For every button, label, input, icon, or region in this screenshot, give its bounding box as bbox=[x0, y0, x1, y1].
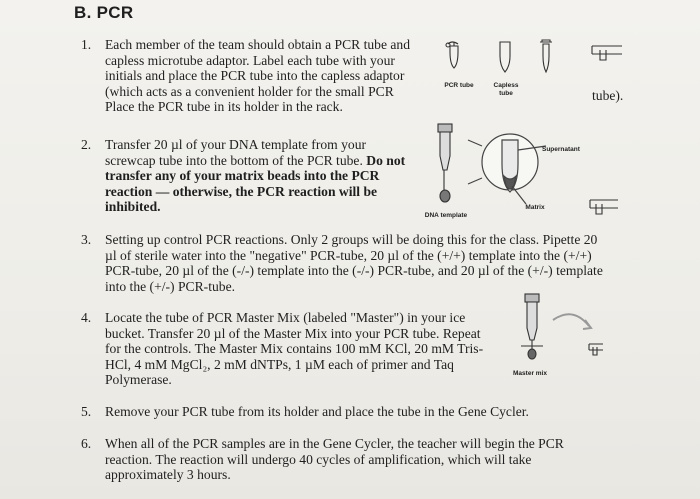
pipette-icon bbox=[438, 124, 452, 202]
matrix-label: Matrix bbox=[525, 204, 545, 211]
step-number: 4. bbox=[81, 310, 92, 325]
bold-emphasis: Do not bbox=[366, 152, 406, 168]
step-line: Each member of the team should obtain a PCR tube and bbox=[105, 37, 411, 52]
step-line: HCl, 4 mM MgCl₂, 2 mM dNTPs, 1 µM each of primer and Taq bbox=[105, 356, 454, 372]
step-6 bbox=[81, 436, 641, 486]
step-1-continuation: tube). bbox=[592, 88, 624, 103]
step-line: Remove your PCR tube from its holder and place the tube in the Gene Cycler. bbox=[105, 404, 529, 419]
step-line: Locate the tube of PCR Master Mix (labeled "Master") in your ice bbox=[105, 310, 466, 325]
capped-tube-icon bbox=[540, 40, 552, 72]
step-line: Setting up control PCR reactions. Only 2 groups will be doing this for the class. Pipette 20 bbox=[105, 232, 598, 247]
step-line: for the controls. The Master Mix contains 100 mM KCl, 20 mM Tris- bbox=[105, 341, 484, 357]
step-line: µl of sterile water into the "negative" PCR-tube, 20 µl of the (+/+) template into the (+/+) bbox=[105, 247, 592, 263]
step-number: 5. bbox=[81, 404, 92, 419]
step-line: bucket. Transfer 20 µl of the Master Mix into your PCR tube. Repeat bbox=[105, 325, 481, 341]
capless-tube-icon bbox=[500, 42, 510, 72]
step-line: reaction. The reaction will undergo 40 cycles of amplification, which will take bbox=[105, 451, 532, 467]
step-5 bbox=[81, 404, 641, 422]
step-line: Place the PCR tube in its holder in the rack. bbox=[105, 99, 343, 115]
master-mix-label: Master mix bbox=[513, 370, 547, 377]
step-line: approximately 3 hours. bbox=[105, 467, 231, 483]
step-line: PCR-tube, 20 µl of the (-/-) template into the (-/-) PCR-tube, and 20 µl of the (+/-) template bbox=[105, 263, 603, 279]
arrow-icon bbox=[553, 314, 591, 329]
capless-tube-label-line2: tube bbox=[499, 90, 513, 97]
step-2 bbox=[81, 137, 426, 217]
step-line: Transfer 20 µl of your DNA template from your bbox=[105, 137, 367, 152]
step-1 bbox=[81, 37, 426, 119]
step-3 bbox=[81, 232, 641, 296]
step-line: (which acts as a convenient holder for the small PCR bbox=[105, 83, 394, 99]
step-line: initials and place the PCR tube into the capless adaptor bbox=[105, 68, 405, 84]
step-line: inhibited. bbox=[105, 199, 161, 215]
dna-template-label: DNA template bbox=[424, 212, 468, 219]
pcr-tube-icon bbox=[446, 42, 458, 68]
step-4 bbox=[81, 310, 511, 390]
pipette-icon bbox=[521, 294, 543, 359]
supernatant-label: Supernatant bbox=[542, 146, 580, 153]
step-line: When all of the PCR samples are in the Gene Cycler, the teacher will begin the PCR bbox=[105, 436, 564, 451]
step-line: Polymerase. bbox=[105, 372, 172, 388]
sideways-tube-icon bbox=[589, 344, 603, 355]
capless-tube-label-line1: Capless bbox=[493, 82, 519, 89]
step-number: 1. bbox=[81, 37, 92, 52]
step-number: 2. bbox=[81, 137, 92, 152]
sideways-tube-icon bbox=[590, 200, 618, 214]
step-line-with-bold bbox=[105, 153, 435, 169]
section-heading: B. PCR bbox=[74, 3, 134, 22]
step-line: capless microtube adaptor. Label each tube with your bbox=[105, 52, 395, 68]
step-line: transfer any of your matrix beads into the PCR bbox=[105, 168, 380, 184]
master-mix-figure bbox=[505, 290, 625, 370]
magnify-circle-icon bbox=[468, 134, 546, 204]
step-line: screwcap tube into the bottom of the PCR tube. bbox=[105, 152, 363, 168]
step-line: reaction — otherwise, the PCR reaction will be bbox=[105, 183, 378, 199]
pcr-tube-label: PCR tube bbox=[444, 82, 474, 89]
sideways-tube-icon bbox=[592, 46, 622, 60]
step-line: into the (+/-) PCR-tube. bbox=[105, 278, 235, 294]
step-number: 6. bbox=[81, 436, 92, 451]
step-number: 3. bbox=[81, 232, 92, 247]
